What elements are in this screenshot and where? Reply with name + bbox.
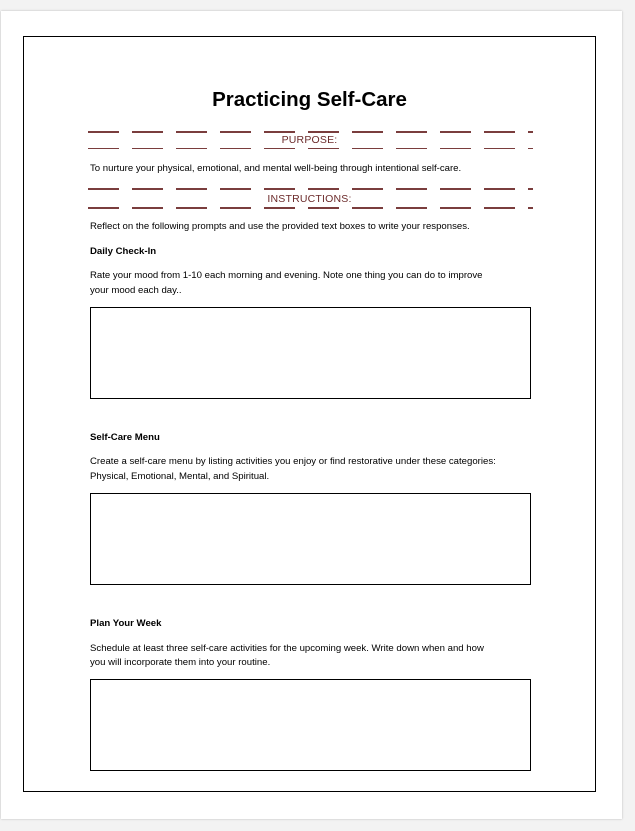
instructions-divider-top [88,188,533,190]
daily-check-in-response-box[interactable] [90,307,531,399]
purpose-divider-top [88,131,533,133]
section-title-plan-your-week: Plan Your Week [90,618,162,629]
section-prompt-line: Rate your mood from 1-10 each morning and evening. Note one thing you can do to improve [90,270,483,281]
section-prompt-line: you will incorporate them into your routine. [90,657,271,668]
section-prompt-line: Schedule at least three self-care activities for the upcoming week. Write down when and how [90,643,484,654]
self-care-menu-response-box[interactable] [90,493,531,585]
purpose-divider-bottom [88,148,533,149]
instructions-divider-bottom [88,207,533,209]
instructions-text: Reflect on the following prompts and use the provided text boxes to write your responses. [90,221,470,232]
instructions-heading: INSTRUCTIONS: [23,193,596,205]
purpose-heading: PURPOSE: [23,134,596,146]
page-title: Practicing Self-Care [212,88,407,111]
plan-your-week-response-box[interactable] [90,679,531,771]
section-title-daily-check-in: Daily Check-In [90,246,157,257]
section-prompt-line: your mood each day.. [90,285,182,296]
section-title-self-care-menu: Self-Care Menu [90,432,160,443]
purpose-text: To nurture your physical, emotional, and mental well-being through intentional self-care. [90,163,462,174]
section-prompt-line: Create a self-care menu by listing activities you enjoy or find restorative under these categories: [90,456,496,467]
section-prompt-line: Physical, Emotional, Mental, and Spiritual. [90,471,270,482]
